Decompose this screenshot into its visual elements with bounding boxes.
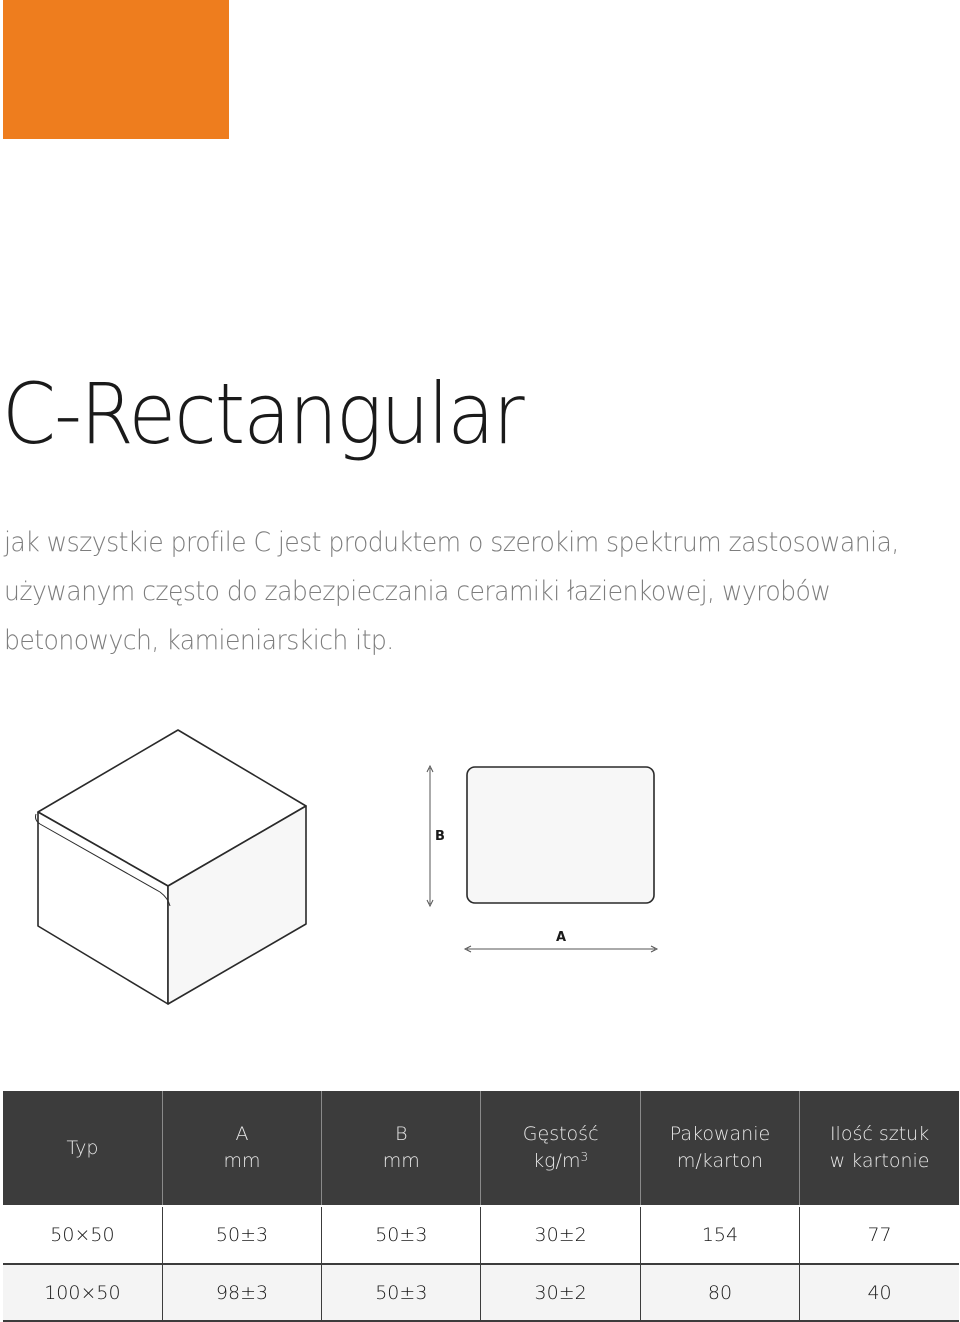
table-row <box>3 1207 959 1264</box>
description-line: używanym często do zabezpieczania ceramiki łazienkowej, wyrobów <box>4 576 831 607</box>
cell-density: 30±2 <box>481 1207 640 1264</box>
cell-a: 98±3 <box>162 1264 321 1321</box>
dimension-label-a: A <box>555 930 567 945</box>
cell-pieces: 77 <box>800 1207 959 1264</box>
cell-pieces: 40 <box>800 1264 959 1321</box>
dimension-label-b: B <box>435 829 445 844</box>
header-pieces: Ilość sztuk w kartonie <box>800 1091 959 1205</box>
block-3d-drawing <box>36 730 307 1004</box>
page-title: C-Rectangular <box>2 365 523 463</box>
cell-typ: 50×50 <box>3 1207 162 1264</box>
brand-color-block <box>3 0 229 139</box>
header-a: A mm <box>162 1091 321 1205</box>
cell-a: 50±3 <box>162 1207 321 1264</box>
cell-packaging: 80 <box>640 1264 799 1321</box>
cell-b: 50±3 <box>322 1207 481 1264</box>
header-density: Gęstość $kg/m^3$ <box>481 1091 640 1205</box>
cell-b: 50±3 <box>322 1264 481 1321</box>
header-packaging: Pakowanie m/karton <box>640 1091 799 1205</box>
product-illustration <box>0 720 700 1020</box>
cell-typ: 100×50 <box>3 1264 162 1321</box>
cell-packaging: 154 <box>640 1207 799 1264</box>
header-typ: Typ <box>3 1091 162 1205</box>
cross-section-drawing <box>427 766 657 952</box>
table-header-row <box>3 1091 959 1205</box>
description-line: jak wszystkie profile C jest produktem o szerokim spektrum zastosowania, <box>4 527 899 558</box>
specification-table <box>3 1091 959 1322</box>
description-line: betonowych, kamieniarskich itp. <box>4 625 394 656</box>
header-b: B mm <box>322 1091 481 1205</box>
product-description <box>4 518 897 665</box>
cell-density: 30±2 <box>481 1264 640 1321</box>
table-row <box>3 1264 959 1321</box>
